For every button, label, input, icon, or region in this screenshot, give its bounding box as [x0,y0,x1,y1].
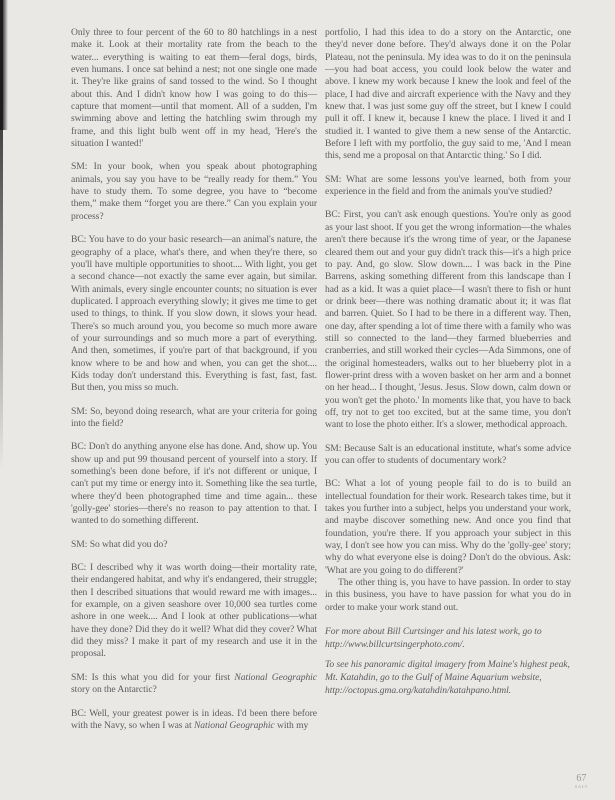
text-segment: For more about Bill Curtsinger and his latest work, go to http://www.billcurtsingerphoto.com/. [325,626,542,651]
text-segment: The other thing is, you have to have passion. In order to stay in this business, you have to have passion for what you do in order to make your work stand out. [325,577,571,613]
imprint-label: SALT [574,783,588,789]
text-segment: SM: So, beyond doing research, what are your criteria for going into the field? [71,405,317,429]
text-segment: SM: What are some lessons you've learned, both from your experience in the field and from the animals you've studied? [325,173,571,198]
left-column [71,27,317,743]
page-number-block [575,774,588,790]
italic-text: National Geographic [234,671,317,683]
text-segment: SM: In your book, when you speak about photographing animals, you say you have to be “really ready for them.” You have to study them. To some degree, you have to “become them,” make them “forget you are there.” Can you explain your process? [71,161,317,222]
text-segment: story on the Antarctic? [71,684,157,696]
paragraph [71,161,317,223]
text-segment: BC: Don't do anything anyone else has done. And, show up. You show up and put 99 thousand percent of yourself into a story. If something's been done before, if it's not different or unique, I can't put my time or energy into it. Something like the sea turtle, where they'd been photographed time and time again... these 'golly-gee' stories—there's no reason to pay attention to that. I wanted to do something different. [71,441,317,527]
text-segment: portfolio, I had this idea to do a story on the Antarctic, one they'd never done before. They'd always done it on the Polar Plateau, not the peninsula. My idea was to do it on the peninsula—you had boat access, you could look below the water and above. I knew my work because I knew the look and feel of the place, I had dive and aircraft experience with the Navy and they knew that. I was just some guy off the street, but I knew I could pull it off. I knew it, because I knew the place. I lived it and I studied it. I wanted to give them a new sense of the Antarctic. Before I left with my portfolio, the guy said to me, 'And I mean this, send me a proposal on that Antarctic thing.' So I did. [325,27,571,162]
text-segment: BC: First, you can't ask enough questions. You're only as good as your last shoot. If you get the wrong information—the whales aren't there because it's the wrong time of year, or the Japanese cleared them out and your guy didn't track this—it's a high price to pay. And, go slow. Slow down.... I was back in the Pine Barrens, asking something different from this landscape than I had as a kid. It was a quiet place—I wasn't there to fish or hunt or drink beer—there was nothing dramatic about it; it was flat and barren. Quiet. So I had to be there in a different way. Then, one day, after spending a lot of time there with a family who was still so connected to the land—they farmed blueberries and cranberries, and still worked their cycles—Ada Simmons, one of the original homesteaders, walks out to her blueberry plot in a flower-print dress with a woven basket on her arm and a bonnet on her head... I thought, 'Jesus. Jesus. Slow down, calm down or you won't get the photo.' In moments like that, you have to back off, try not to get too excited, but at the same time, you don't want to lose the photo either. It's a slower, methodical approach. [325,209,571,431]
text-segment: SM: Is this what you did for your first [71,671,235,683]
text-segment: BC: I described why it was worth doing—their mortality rate, their endangered habitat, and why it's endangered, their struggle; then I described situations that would reward me with images... for example, on a given seashore over 10,000 sea turtles come ashore in one week.... And I look at other publications—what have they done? Did they do it well? What did they cover? What did they miss? I make it part of my research and use it in the proposal. [71,562,317,660]
page-number: 67 [576,772,587,784]
paragraph [71,672,317,697]
paragraph [71,562,317,661]
text-segment: SM: So what did you do? [71,538,168,550]
paragraph [325,174,571,199]
paragraph [71,27,317,150]
text-segment: BC: What a lot of young people fail to do is to build an intellectual foundation for their work. Research takes time, but it takes you further into a subject, helps you understand your work, and maybe discover something new. And once you find that foundation, you're there. If you approach your subject in this way, I don't see how you can miss. Why do the 'golly-gee' story; why do what everyone else is doing? Don't do the obvious. Ask: 'What are you going to do different?' [325,478,571,576]
right-column [325,27,571,743]
paragraph [71,708,317,733]
text-segment: BC: You have to do your basic research—an animal's nature, the geography of a place, what's there, and when they're there, so you'll have multiple opportunities to shoot.... With light, you get a second chance—not exactly the same ever again, but similar. With animals, every single encounter counts; no situation is ever duplicated. I approach everything slowly; it gives me time to get used to things, to think. If you slow down, it slows your head. There's so much around you, you become so much more aware of your surroundings and so much more a part of everything. And then, sometimes, if you're part of that background, if you know where to be and how and when, you can get the shot.... Kids today don't understand this. Everything is fast, fast, fast. But then, you miss so much. [71,234,317,394]
page-content [71,27,571,743]
text-segment: To see his panoramic digital imagery from Maine's highest peak, Mt. Katahdin, go to the Gulf of Maine Aquarium website, http://octopus.gma.org/katahdin/katahpano.html. [325,659,570,697]
paragraph [325,443,571,468]
text-segment: Only three to four percent of the 60 to 80 hatchlings in a nest make it. Look at their mortality rate from the beach to the water... everything is waiting to eat them—feral dogs, birds, even humans. I once sat behind a nest; not one single one made it. They're like grains of sand tossed to the wind. So I thought about this. And I didn't know how I was going to do this—capture that moment—until that moment. All of a sudden, I'm swimming above and letting the hatchling swim through my frame, and this light bulb went off in my head, 'Here's the situation I wanted!' [71,27,317,150]
paragraph [71,441,317,527]
footer-note [325,658,571,697]
italic-text: National Geographic [193,719,275,731]
paragraph [71,539,317,551]
text-segment: with my [274,719,309,731]
footer-note [325,625,571,651]
paragraph [325,27,571,163]
text-segment: SM: Because Salt is an educational institute, what's some advice you can offer to students of documentary work? [325,442,571,466]
text-segment: BC: Well, your greatest power is in ideas. I'd been there before with the Navy, so when I was at [71,707,317,731]
paragraph [325,577,571,614]
paragraph [325,209,571,431]
paragraph [71,406,317,431]
paragraph [325,478,571,577]
paragraph [71,234,317,394]
scan-edge-artifact [0,0,3,470]
